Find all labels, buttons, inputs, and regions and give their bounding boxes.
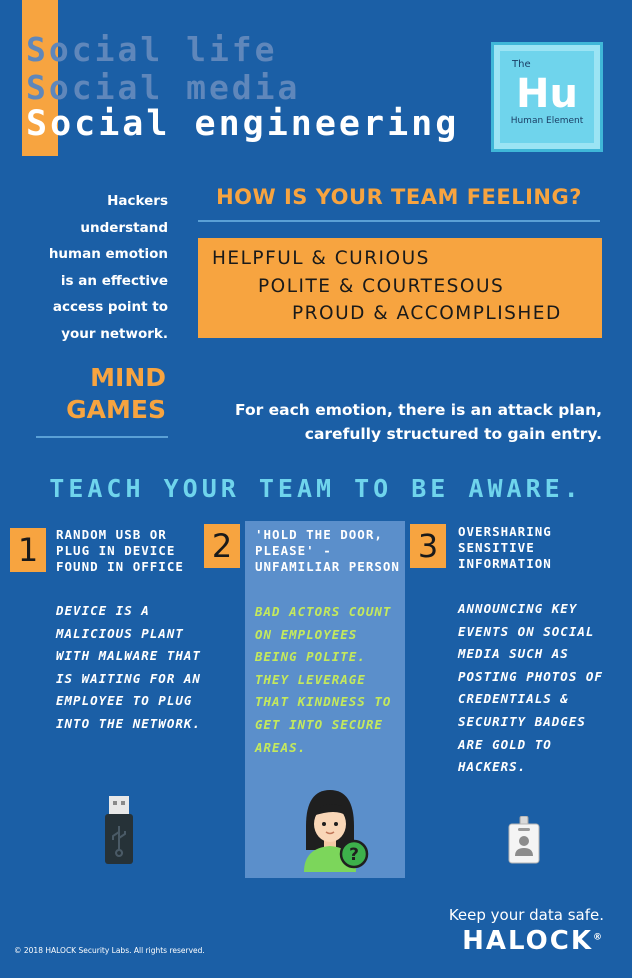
copyright-text: © 2018 HALOCK Security Labs. All rights reserved. [14,946,205,955]
brand-name: HALOCK [462,926,593,956]
tile-label-the: The [512,59,531,70]
security-badge-icon [508,816,540,864]
column-3-title: OVERSHARING SENSITIVE INFORMATION [458,524,552,571]
divider [36,436,168,438]
feelings-box [198,238,602,338]
attack-plan-text: For each emotion, there is an attack plan, carefully structured to gain entry. [235,401,602,443]
intro-text: Hackers understand human emotion is an effective access point to your network. [48,193,168,342]
step-number-3: 3 [410,524,446,568]
column-2-body: BAD ACTORS COUNT ON EMPLOYEES BEING POLITE. THEY LEVERAGE THAT KINDNESS TO GET INTO SECURE AREAS. [255,604,392,755]
team-feeling-question: HOW IS YOUR TEAM FEELING? [216,185,582,209]
unfamiliar-person-icon [296,786,372,872]
column-1-body: DEVICE IS A MALICIOUS PLANT WITH MALWARE THAT IS WAITING FOR AN EMPLOYEE TO PLUG INTO THE NETWORK. [56,603,201,731]
header-line-social-engineering: Social engineering [26,104,460,144]
human-element-tile [491,42,603,152]
tagline-text: Keep your data safe. [448,906,604,924]
usb-drive-icon [104,796,134,864]
column-1-title: RANDOM USB OR PLUG IN DEVICE FOUND IN OFFICE [56,527,184,574]
divider [198,220,600,222]
svg-text:?: ? [349,845,359,865]
feeling-polite: POLITE & COURTESOUS [258,276,505,297]
tile-label-human-element: Human Element [510,116,584,126]
feeling-helpful: HELPFUL & CURIOUS [212,248,430,269]
header-line-social-media: Social media [26,68,301,107]
header-line-social-life: Social life [26,30,278,69]
column-3-body: ANNOUNCING KEY EVENTS ON SOCIAL MEDIA SUCH AS POSTING PHOTOS OF CREDENTIALS & SECURITY BADGES ARE GOLD TO HACKERS. [458,601,603,775]
halock-logo [420,926,604,956]
column-2-title: 'HOLD THE DOOR, PLEASE' - UNFAMILIAR PERSON [255,527,400,574]
step-number-1: 1 [10,528,46,572]
teach-heading: TEACH YOUR TEAM TO BE AWARE. [49,474,583,503]
tile-symbol: Hu [516,71,578,117]
mind-games-heading: MIND GAMES [66,363,166,424]
feeling-proud: PROUD & ACCOMPLISHED [292,303,562,324]
step-number-2: 2 [204,524,240,568]
registered-mark: ® [593,932,604,943]
